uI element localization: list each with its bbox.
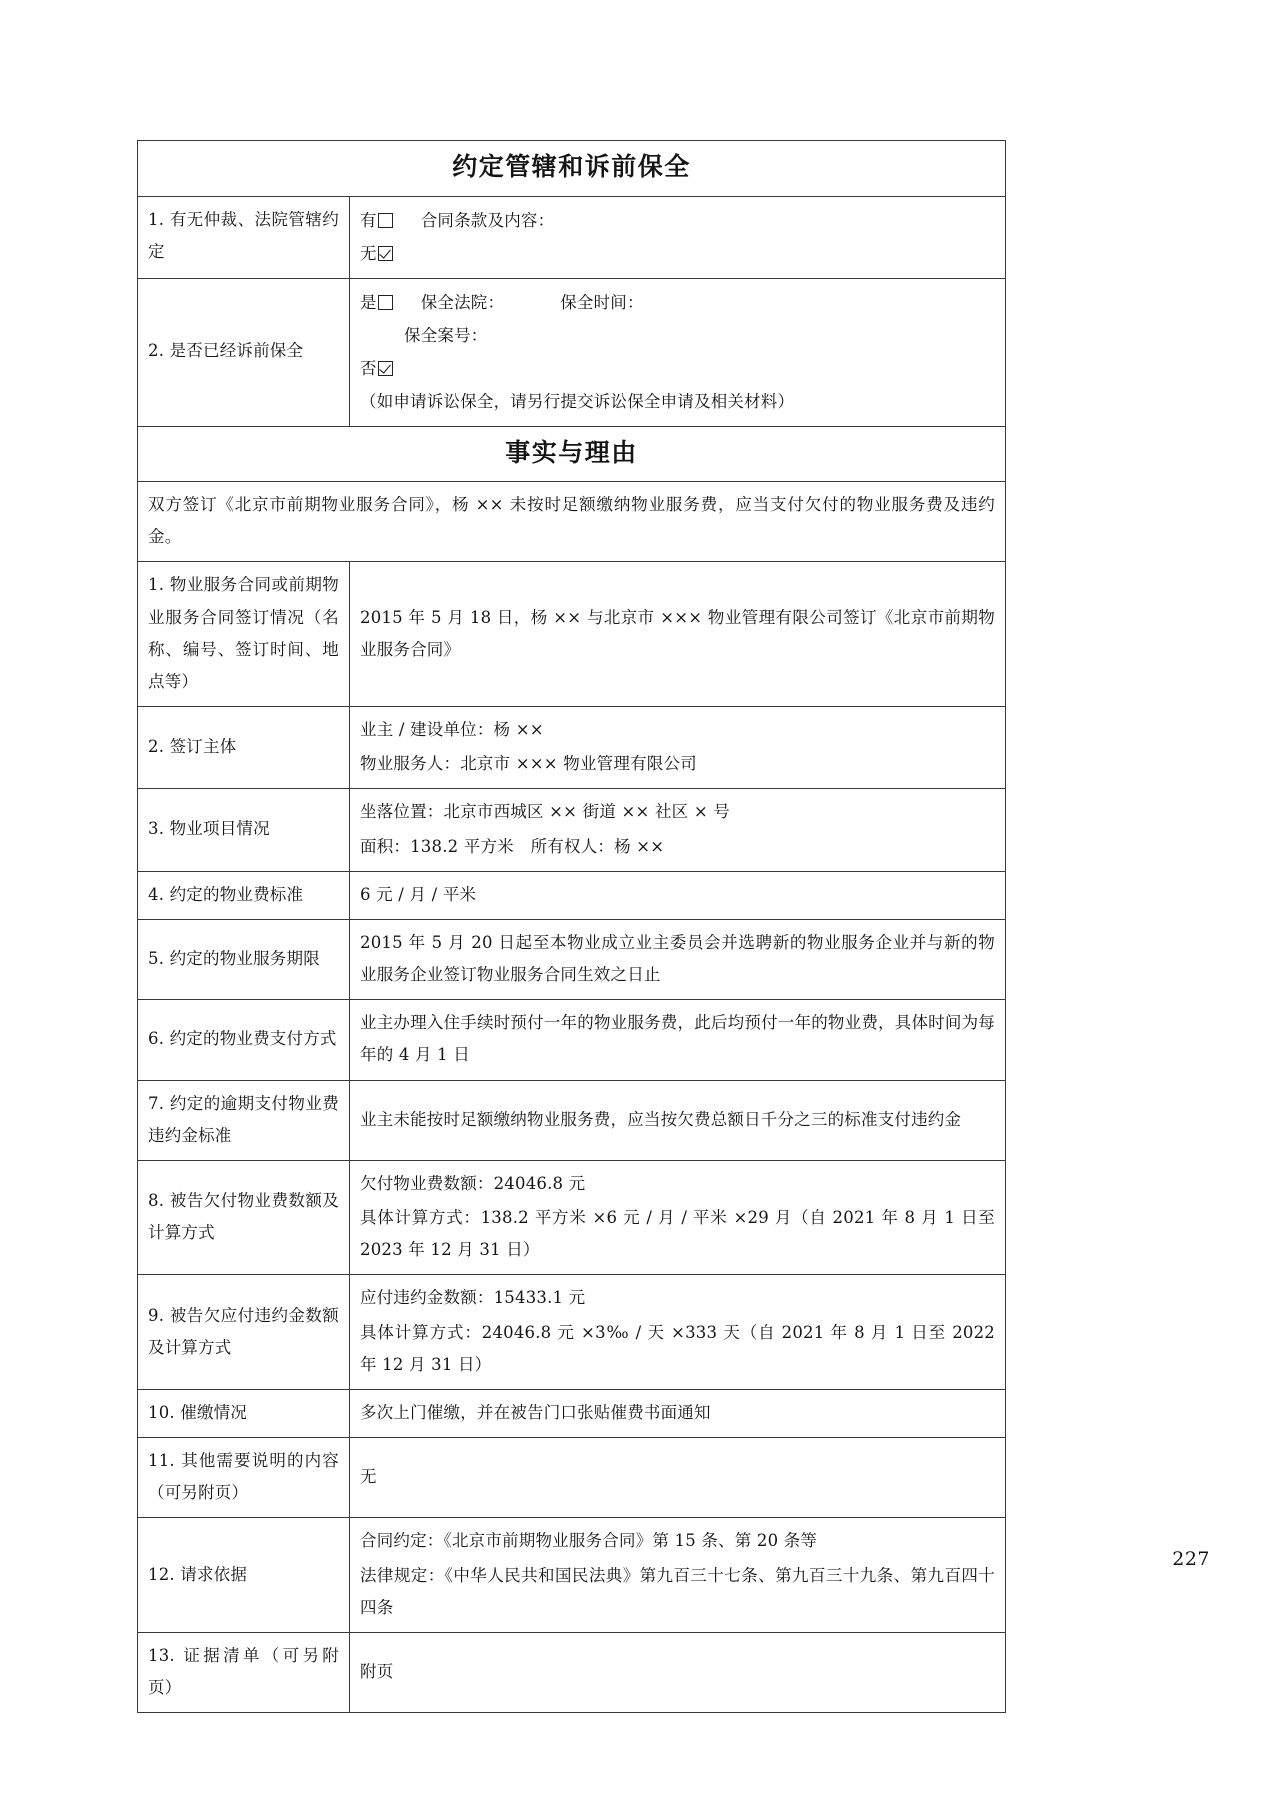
table-row-intro (138, 482, 1006, 562)
row-value-line: 欠付物业费数额：24046.8 元 (360, 1173, 586, 1193)
row-label-legal-basis (138, 1518, 350, 1633)
row-label-collection-efforts (138, 1389, 350, 1437)
page-number: 227 (1172, 1548, 1210, 1570)
row-label-penalty-amount (138, 1275, 350, 1390)
table-row (138, 278, 1006, 426)
preservation-yes-checkbox[interactable] (378, 295, 393, 310)
preservation-no-checkbox[interactable] (378, 361, 393, 376)
row-label-arbitration-agreement (138, 196, 350, 278)
row-label-text: 1. 有无仲裁、法院管辖约定 (148, 209, 339, 261)
row-value-line: 业主未能按时足额缴纳物业服务费，应当按欠费总额日千分之三的标准支付违约金 (360, 1109, 962, 1129)
row-value-service-term (350, 919, 1006, 999)
row-value-line: 物业服务人：北京市 ××× 物业管理有限公司 (360, 754, 697, 774)
row-value-line: 无 (360, 1467, 377, 1487)
row-label-text: 6. 约定的物业费支付方式 (148, 1029, 337, 1049)
row-value-line: 业主 / 建设单位：杨 ×× (360, 720, 544, 740)
table-row (138, 562, 1006, 707)
table-row (138, 196, 1006, 278)
table-row (138, 1275, 1006, 1390)
row-label-penalty-standard (138, 1080, 350, 1160)
row-label-text: 9. 被告欠应付违约金数额及计算方式 (148, 1305, 339, 1357)
row-value-line: 面积：138.2 平方米 所有权人：杨 ×× (360, 836, 665, 856)
row-value-penalty-amount (350, 1275, 1006, 1390)
preservation-no-label: 否 (360, 358, 377, 378)
preservation-note: （如申请诉讼保全，请另行提交诉讼保全申请及相关材料） (360, 391, 795, 411)
row-value-evidence-list (350, 1632, 1006, 1712)
preservation-no-line (360, 352, 995, 385)
row-label-text: 13. 证据清单（可另附页） (148, 1645, 339, 1698)
table-row (138, 1389, 1006, 1437)
row-label-text: 5. 约定的物业服务期限 (148, 948, 320, 968)
arbitration-yes-checkbox[interactable] (378, 213, 393, 228)
table-row (138, 1000, 1006, 1080)
row-value-line: 应付违约金数额：15433.1 元 (360, 1288, 586, 1308)
row-value-payment-method (350, 1000, 1006, 1080)
row-value-owed-fee-amount (350, 1160, 1006, 1275)
row-label-payment-method (138, 1000, 350, 1080)
row-label-property-project (138, 789, 350, 871)
arbitration-yes-label: 有 (360, 210, 377, 230)
row-label-text: 1. 物业服务合同或前期物业服务合同签订情况（名称、编号、签订时间、地点等） (148, 575, 339, 691)
row-value-fee-standard (350, 871, 1006, 919)
row-label-text: 3. 物业项目情况 (148, 819, 270, 839)
preservation-yes-label: 是 (360, 292, 377, 312)
row-value-arbitration-agreement (350, 196, 1006, 278)
row-value-line: 法律规定：《中华人民共和国民法典》第九百三十七条、第九百三十九条、第九百四十四条 (360, 1565, 996, 1617)
table-row (138, 789, 1006, 871)
row-value-line: 2015 年 5 月 18 日，杨 ×× 与北京市 ××× 物业管理有限公司签订《北京市前期物业服务合同》 (360, 607, 996, 659)
preservation-court-label: 保全法院： (420, 292, 505, 312)
row-label-contract-signing (138, 562, 350, 707)
preservation-case-no-label: 保全案号： (404, 325, 488, 345)
arbitration-yes-line (360, 204, 995, 237)
row-label-text: 8. 被告欠付物业费数额及计算方式 (148, 1191, 339, 1243)
row-label-evidence-list (138, 1632, 350, 1712)
table-row (138, 1160, 1006, 1275)
row-label-text: 2. 签订主体 (148, 737, 237, 757)
row-value-line: 业主办理入住手续时预付一年的物业服务费，此后均预付一年的物业费，具体时间为每年的 4 月 1 日 (360, 1013, 996, 1065)
row-label-text: 4. 约定的物业费标准 (148, 884, 304, 904)
row-value-penalty-standard (350, 1080, 1006, 1160)
table-row (138, 919, 1006, 999)
arbitration-no-checkbox[interactable] (378, 246, 393, 261)
row-label-text: 7. 约定的逾期支付物业费违约金标准 (148, 1093, 339, 1145)
row-label-text: 12. 请求依据 (148, 1564, 248, 1584)
table-row (138, 1438, 1006, 1518)
row-value-collection-efforts (350, 1389, 1006, 1437)
contract-clause-label: 合同条款及内容： (420, 210, 555, 230)
preservation-yes-line (360, 286, 995, 319)
row-label-fee-standard (138, 871, 350, 919)
row-value-line: 6 元 / 月 / 平米 (360, 884, 477, 904)
row-value-signing-parties (350, 707, 1006, 789)
arbitration-no-line (360, 237, 995, 270)
facts-intro-cell (138, 482, 1006, 562)
row-value-property-project (350, 789, 1006, 871)
row-value-line: 合同约定：《北京市前期物业服务合同》第 15 条、第 20 条等 (360, 1531, 818, 1551)
table-row (138, 1080, 1006, 1160)
row-value-line: 2015 年 5 月 20 日起至本物业成立业主委员会并选聘新的物业服务企业并与新的物业服务企业签订物业服务合同生效之日止 (360, 932, 996, 985)
row-value-other-notes (350, 1438, 1006, 1518)
row-value-line: 坐落位置：北京市西城区 ×× 街道 ×× 社区 × 号 (360, 802, 730, 822)
row-label-signing-parties (138, 707, 350, 789)
section-banner-jurisdiction-title: 约定管辖和诉前保全 (138, 141, 1006, 197)
preservation-time-label: 保全时间： (560, 292, 644, 312)
table-row (138, 871, 1006, 919)
section-banner-jurisdiction (138, 141, 1006, 197)
table-row (138, 1518, 1006, 1633)
row-label-pre-litigation-preservation (138, 278, 350, 426)
row-label-service-term (138, 919, 350, 999)
preservation-case-no-line (360, 319, 995, 352)
row-label-other-notes (138, 1438, 350, 1518)
row-value-line: 附页 (360, 1662, 394, 1682)
row-value-contract-signing (350, 562, 1006, 707)
row-label-owed-fee-amount (138, 1160, 350, 1275)
section-banner-facts-title: 事实与理由 (138, 426, 1006, 482)
row-value-pre-litigation-preservation (350, 278, 1006, 426)
table-row (138, 1632, 1006, 1712)
row-value-line: 具体计算方式：24046.8 元 ×3‰ / 天 ×333 天（自 2021 年 8 月 1 日至 2022 年 12 月 31 日） (360, 1322, 996, 1374)
row-label-text: 11. 其他需要说明的内容（可另附页） (148, 1451, 339, 1503)
complaint-form-table (137, 140, 1006, 1713)
row-value-legal-basis (350, 1518, 1006, 1633)
section-banner-facts (138, 426, 1006, 482)
row-label-text: 10. 催缴情况 (148, 1402, 248, 1422)
arbitration-no-label: 无 (360, 243, 377, 263)
row-value-line: 多次上门催缴，并在被告门口张贴催费书面通知 (360, 1402, 711, 1422)
table-row (138, 707, 1006, 789)
facts-intro-text: 双方签订《北京市前期物业服务合同》，杨 ×× 未按时足额缴纳物业服务费，应当支付欠付的物业服务费及违约金。 (148, 495, 996, 547)
row-label-text: 2. 是否已经诉前保全 (148, 341, 304, 361)
row-value-line: 具体计算方式：138.2 平方米 ×6 元 / 月 / 平米 ×29 月（自 2021 年 8 月 1 日至 2023 年 12 月 31 日） (360, 1208, 996, 1260)
